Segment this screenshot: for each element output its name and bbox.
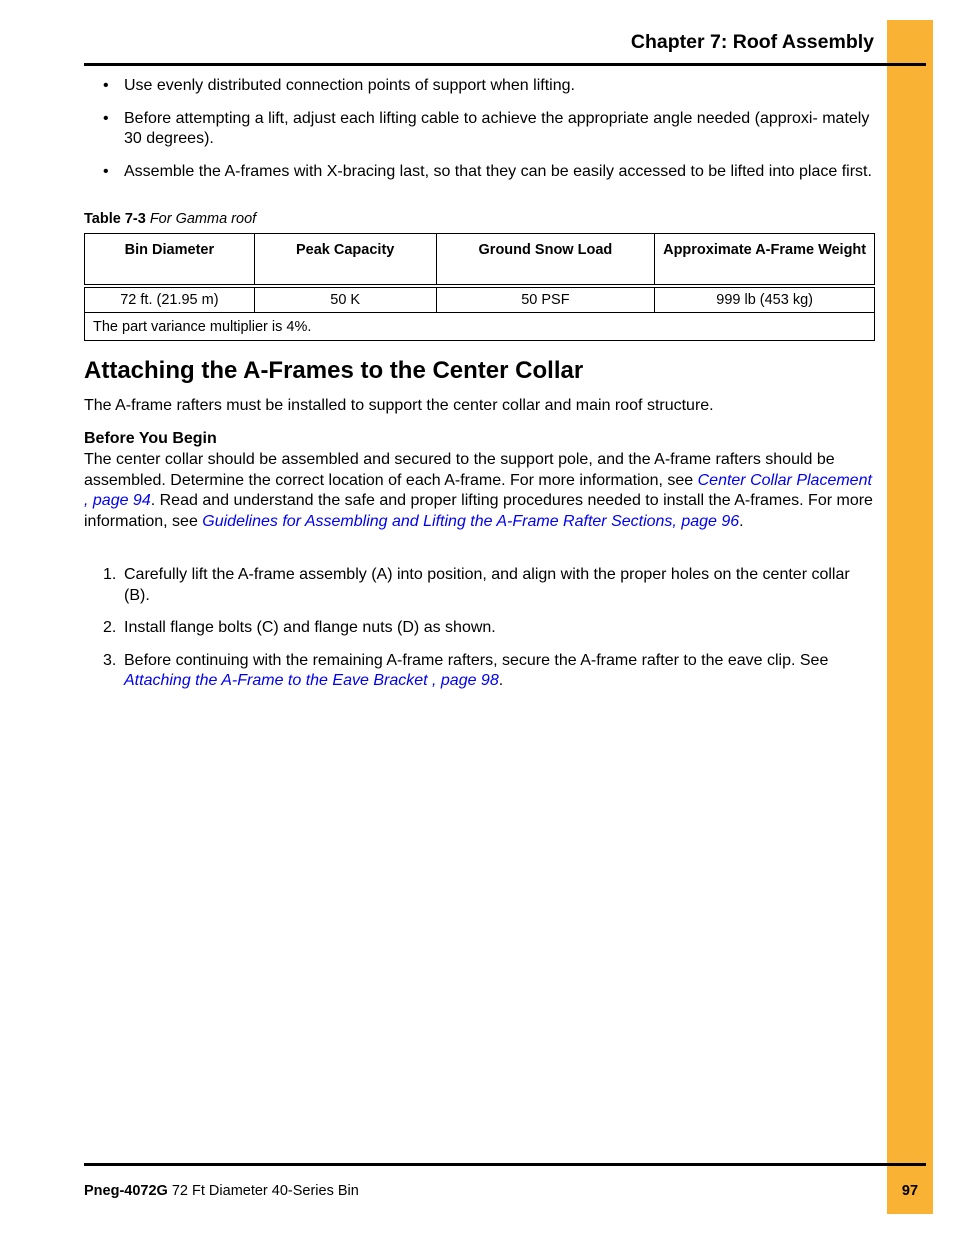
footer-rule bbox=[84, 1163, 926, 1166]
step-text: Before continuing with the remaining A-frame rafters, secure the A-frame rafter to the eave clip. See bbox=[124, 651, 829, 669]
step-text: Carefully lift the A-frame assembly (A) into position, and align with the proper holes on the center collar (B). bbox=[124, 566, 850, 604]
step-text-end: . bbox=[498, 672, 504, 689]
header-rule bbox=[84, 63, 926, 66]
table-cell: 999 lb (453 kg) bbox=[655, 286, 875, 313]
step-list bbox=[84, 565, 876, 704]
table-header-cell: Peak Capacity bbox=[254, 234, 436, 287]
table-caption-text: For Gamma roof bbox=[149, 211, 257, 227]
footer-doc-title: 72 Ft Diameter 40-Series Bin bbox=[171, 1183, 359, 1199]
table-cell: 50 PSF bbox=[436, 286, 655, 313]
bullet-text: Assemble the A-frames with X-bracing last, so that they can be easily accessed to be lifted into place first. bbox=[124, 162, 872, 180]
para-text: . bbox=[739, 512, 744, 530]
table-header-cell: Ground Snow Load bbox=[436, 234, 655, 287]
table-header-cell: Approximate A-Frame Weight bbox=[655, 234, 875, 287]
footer-doc-info bbox=[84, 1183, 359, 1199]
table-caption-label: Table 7-3 bbox=[84, 211, 146, 227]
step-item bbox=[84, 565, 876, 606]
bullet-symbol: • bbox=[103, 77, 109, 94]
bullet-text: Before attempting a lift, adjust each lifting cable to achieve the appropriate angle needed (approxi- mately 30 degrees). bbox=[124, 109, 870, 147]
step-text: Install flange bolts (C) and flange nuts (D) as shown. bbox=[124, 619, 496, 636]
step-item bbox=[84, 651, 876, 692]
link-lifting-guidelines[interactable]: Guidelines for Assembling and Lifting the A-Frame Rafter Sections, page 96 bbox=[202, 512, 740, 530]
link-eave-bracket[interactable]: Attaching the A-Frame to the Eave Bracket , page 98 bbox=[124, 672, 499, 689]
section-intro: The A-frame rafters must be installed to support the center collar and main roof structure. bbox=[84, 397, 714, 414]
spec-table bbox=[84, 233, 875, 341]
step-number: 3. bbox=[103, 651, 117, 669]
section-title: Attaching the A-Frames to the Center Collar bbox=[84, 357, 584, 384]
para-text: . Read and understand the safe and proper lifting procedures needed to install the A-frames. For more information, see bbox=[84, 492, 873, 530]
before-you-begin-paragraph bbox=[84, 450, 876, 532]
table-header-cell: Bin Diameter bbox=[85, 234, 255, 287]
chapter-side-tab bbox=[887, 20, 933, 1214]
table-note: The part variance multiplier is 4%. bbox=[85, 313, 875, 341]
step-number: 1. bbox=[103, 566, 117, 583]
bullet-item bbox=[84, 76, 876, 97]
chapter-title: Chapter 7: Roof Assembly bbox=[630, 31, 874, 53]
table-row bbox=[85, 286, 875, 313]
bullet-item bbox=[84, 162, 876, 183]
footer-doc-code: Pneg-4072G bbox=[84, 1183, 168, 1199]
step-item bbox=[84, 618, 876, 639]
table-caption bbox=[84, 211, 256, 227]
bullet-text: Use evenly distributed connection points of support when lifting. bbox=[124, 77, 575, 94]
step-number: 2. bbox=[103, 619, 117, 636]
table-cell: 72 ft. (21.95 m) bbox=[85, 286, 255, 313]
bullet-item bbox=[84, 109, 876, 150]
bullet-symbol: • bbox=[103, 162, 109, 180]
table-cell: 50 K bbox=[254, 286, 436, 313]
before-you-begin-heading: Before You Begin bbox=[84, 430, 217, 447]
para-text: The center collar should be assembled and secured to the support pole, and the A-frame rafters should be assembled. Determine the correct location of each A-frame. For more information, see bbox=[84, 451, 835, 489]
bullet-list bbox=[84, 76, 876, 194]
table-header-row bbox=[85, 234, 875, 287]
page-number: 97 bbox=[901, 1183, 919, 1199]
bullet-symbol: • bbox=[103, 109, 109, 127]
link-center-collar-placement[interactable]: Center Collar Placement , page 94 bbox=[84, 471, 872, 509]
table-note-row bbox=[85, 313, 875, 341]
